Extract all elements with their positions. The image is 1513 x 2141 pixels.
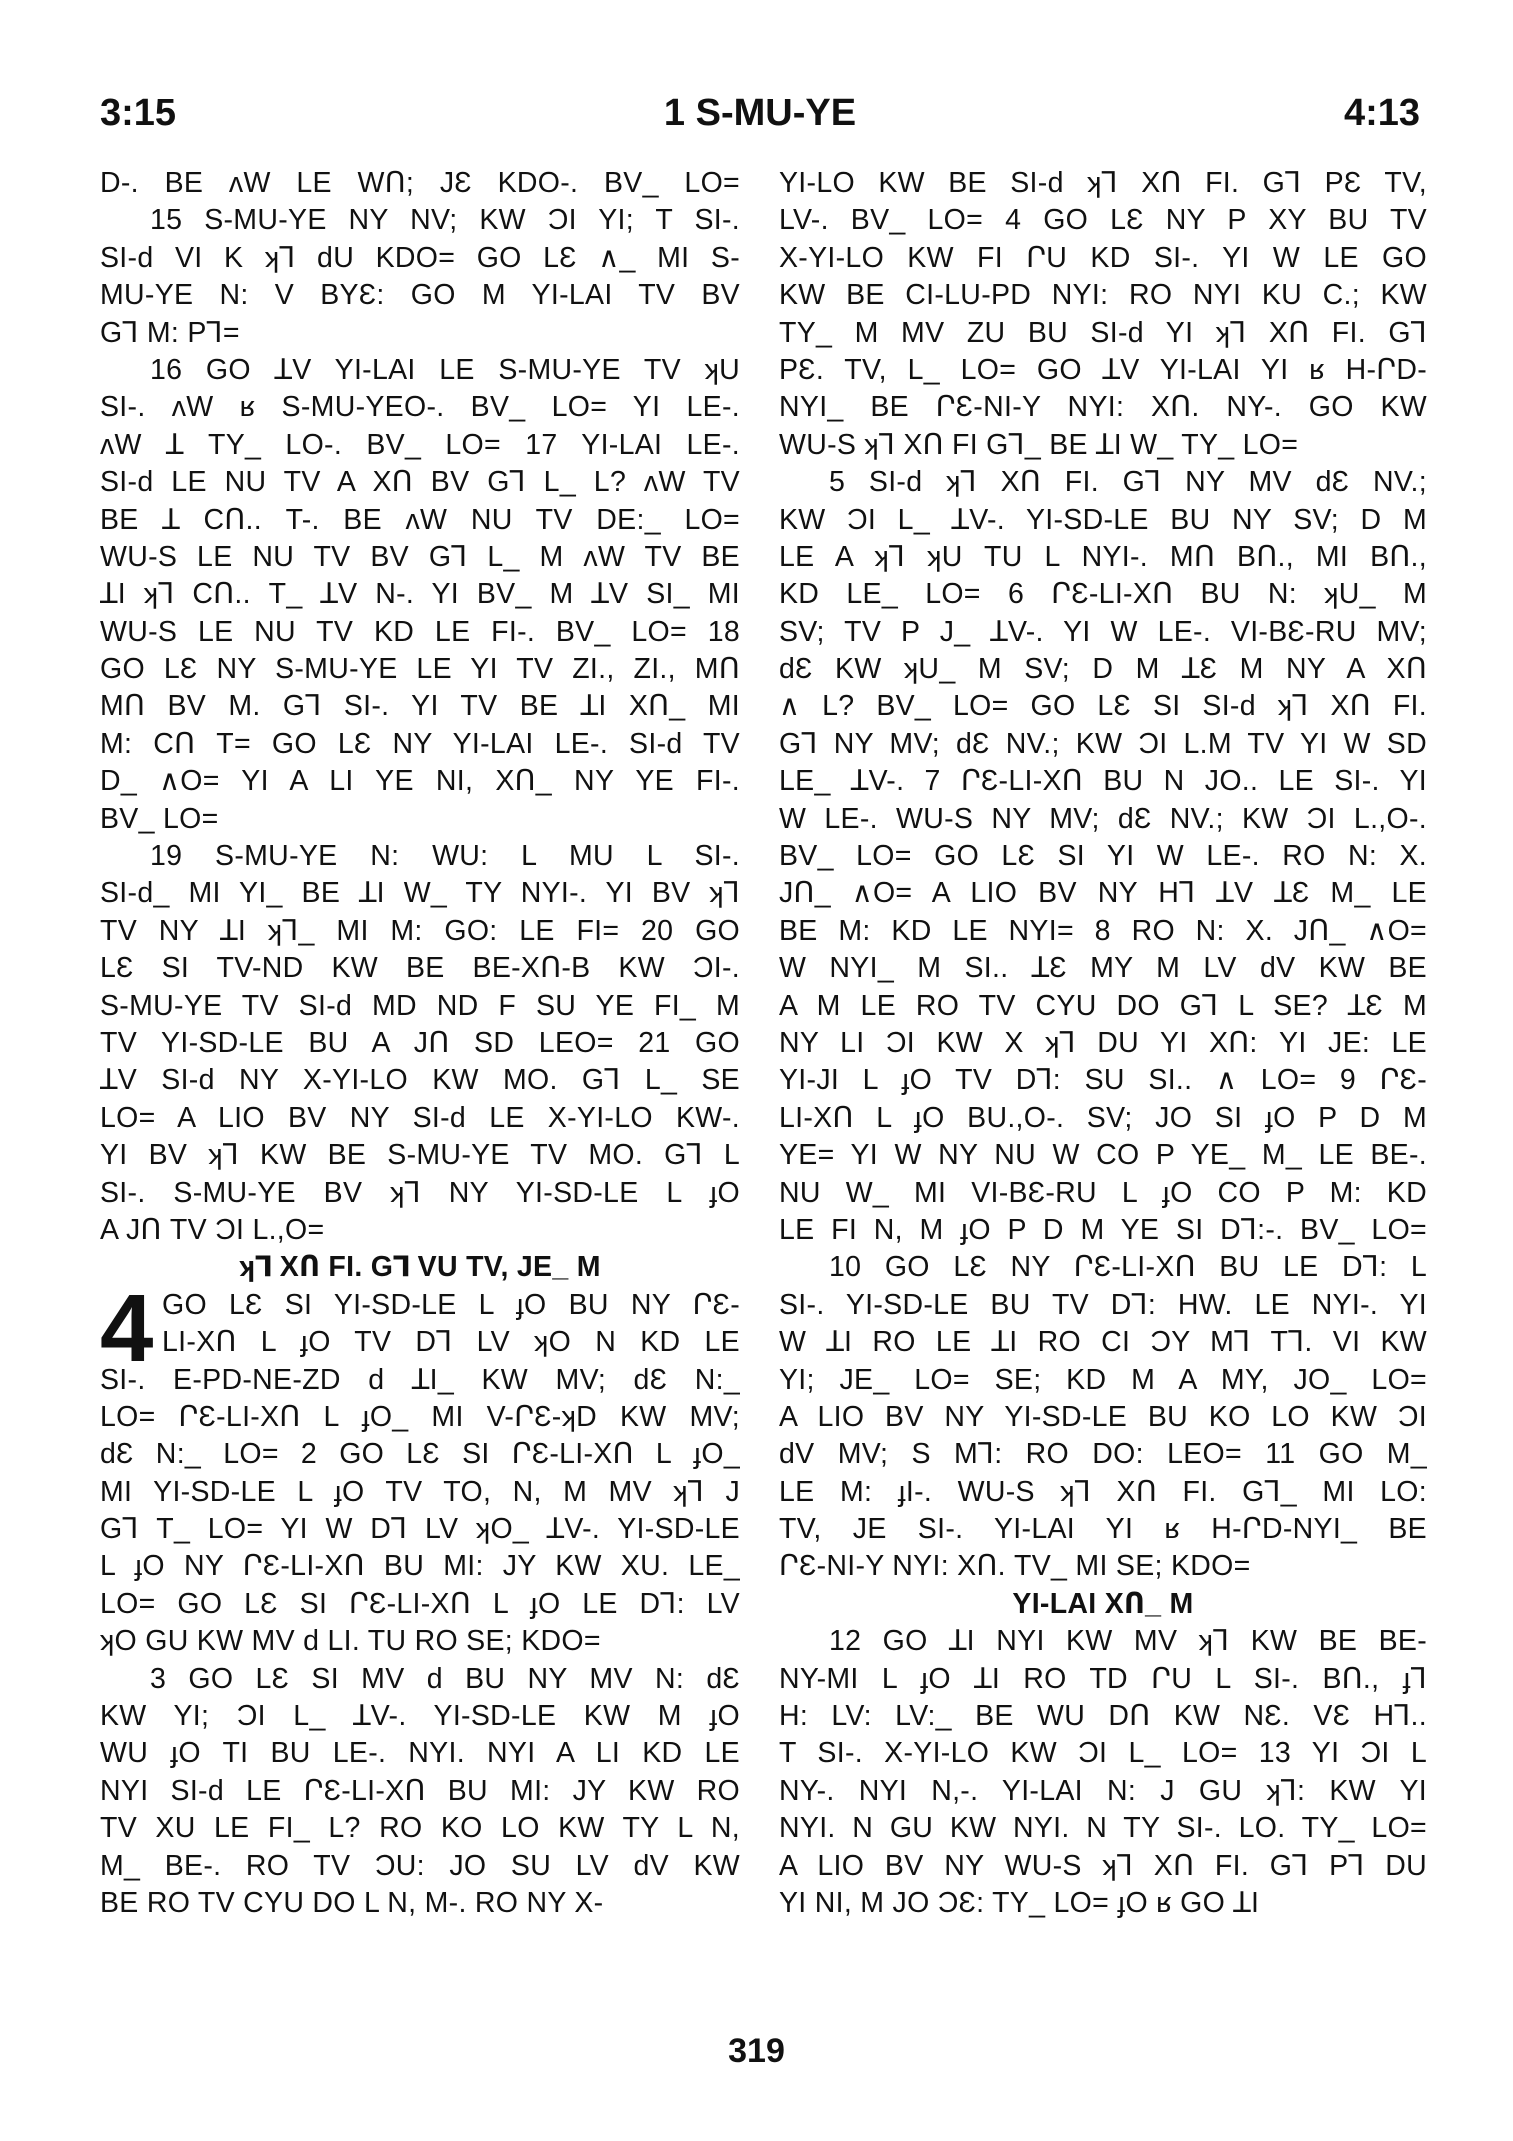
text-line: ꓕI ʞꓶ CՈ.. T_ ꓕV N-. YI BV_ M ꓕV SI_ MI xyxy=(100,578,740,611)
text-line: BE ꓕ CՈ.. T-. BE ʌW NU TV DE:_ LO= xyxy=(100,503,740,536)
text-line: SI-. ʌW ʁ S-MU-YEO-. BV_ LO= YI LE-. xyxy=(100,391,740,424)
text-line: LE_ ꓕV-. 7 ՐƐ-LI-XՈ BU N JO.. LE SI-. YI xyxy=(779,765,1427,798)
text-line: Gꓶ NY MV; dƐ NV.; KW ƆI L.M TV YI W SD xyxy=(779,727,1427,760)
text-line: WU-S LE NU TV KD LE FI-. BV_ LO= 18 xyxy=(100,615,740,648)
text-line: TV, JE SI-. YI-LAI YI ʁ H-ՐD-NYI_ BE xyxy=(779,1513,1427,1546)
text-line: NYI SI-d LE ՐƐ-LI-XՈ BU MI: JY KW RO xyxy=(100,1774,740,1807)
text-line: WU-S ʞꓶ XՈ FI Gꓶ_ BE ꓕI W_ TY_ LO= xyxy=(779,428,1299,461)
text-line: YI-JI L ɟO TV Dꓶ: SU SI.. ∧ LO= 9 ՐƐ- xyxy=(779,1064,1427,1097)
text-line: dƐ KW ʞU_ M SV; D M ꓕƐ M NY A XՈ xyxy=(779,653,1427,686)
text-line: A JՈ TV ƆI L.,O= xyxy=(100,1213,325,1246)
left-column xyxy=(100,165,740,1922)
text-line: MU-YE N: V BYƐ: GO M YI-LAI TV BV xyxy=(100,279,740,312)
text-line: LE M: ɟI-. WU-S ʞꓶ XՈ FI. Gꓶ_ MI LO: xyxy=(779,1475,1427,1508)
text-line: NYI_ BE ՐƐ-NI-Y NYI: XՈ. NY-. GO KW xyxy=(779,391,1427,424)
text-line: TV YI-SD-LE BU A JՈ SD LEO= 21 GO xyxy=(100,1026,740,1059)
text-line: TY_ M MV ZU BU SI-d YI ʞꓶ XՈ FI. Gꓶ xyxy=(779,316,1427,349)
text-line: D-. BE ʌW LE WՈ; JƐ KDO-. BV_ LO= xyxy=(100,167,740,199)
text-line: dV MV; S Mꓶ: RO DO: LEO= 11 GO M_ xyxy=(779,1438,1427,1471)
text-line: ꓕV SI-d NY X-YI-LO KW MO. Gꓶ L_ SE xyxy=(100,1064,740,1097)
text-line: JՈ_ ∧O= A LIO BV NY Hꓶ ꓕV ꓕƐ M_ LE xyxy=(779,877,1427,910)
text-line: T SI-. X-YI-LO KW ƆI L_ LO= 13 YI ƆI L xyxy=(779,1737,1427,1770)
text-line: SI-d VI K ʞꓶ dU KDO= GO LƐ ∧_ MI S- xyxy=(100,241,740,274)
text-line: SI-. YI-SD-LE BU TV Dꓶ: HW. LE NYI-. YI xyxy=(779,1288,1427,1321)
text-line: NY-MI L ɟO ꓕI RO TD ՐU L SI-. BՈ., ɟꓶ xyxy=(779,1662,1427,1695)
text-line: A LIO BV NY YI-SD-LE BU KO LO KW ƆI xyxy=(779,1400,1427,1433)
text-line: SI-d LE NU TV A XՈ BV Gꓶ L_ L? ʌW TV xyxy=(100,466,740,499)
text-line: A M LE RO TV CYU DO Gꓶ L SE? ꓕƐ M xyxy=(779,989,1427,1022)
text-line: LV-. BV_ LO= 4 GO LƐ NY P XY BU TV xyxy=(779,204,1427,237)
text-line: GO LƐ NY S-MU-YE LE YI TV ZI., ZI., MՈ xyxy=(100,653,740,686)
text-line: SI-d_ MI YI_ BE ꓕI W_ TY NYI-. YI BV ʞꓶ xyxy=(100,877,740,910)
chapter-4-opening xyxy=(100,1274,740,1923)
text-line: MI YI-SD-LE L ɟO TV TO, N, M MV ʞꓶ J xyxy=(100,1475,740,1508)
text-line: A LIO BV NY WU-S ʞꓶ XՈ FI. Gꓶ Pꓶ DU xyxy=(779,1849,1427,1882)
text-line: LI-XՈ L ɟO TV Dꓶ LV ʞO N KD LE xyxy=(162,1326,740,1359)
text-line: KW YI; ƆI L_ ꓕV-. YI-SD-LE KW M ɟO xyxy=(100,1700,740,1733)
text-line: YI; JE_ LO= SE; KD M A MY, JO_ LO= xyxy=(779,1363,1427,1396)
text-line: W ꓕI RO LE ꓕI RO CI ƆY Mꓶ Tꓶ. VI KW xyxy=(779,1326,1427,1359)
text-line: TV XU LE FI_ L? RO KO LO KW TY L N, xyxy=(100,1812,740,1845)
text-line: 12 GO ꓕI NYI KW MV ʞꓶ KW BE BE- xyxy=(829,1625,1427,1658)
text-line: SV; TV P J_ ꓕV-. YI W LE-. VI-BƐ-RU MV; xyxy=(779,615,1427,648)
text-line: YI-LO KW BE SI-d ʞꓶ XՈ FI. Gꓶ PƐ TV, xyxy=(779,167,1427,199)
text-line: M_ BE-. RO TV ƆU: JO SU LV dV KW xyxy=(100,1849,740,1882)
text-line: W LE-. WU-S NY MV; dƐ NV.; KW ƆI L.,O-. xyxy=(779,802,1427,835)
right-column-text-after xyxy=(779,1623,1427,1922)
text-line: PƐ. TV, L_ LO= GO ꓕV YI-LAI YI ʁ H-ՐD- xyxy=(779,353,1427,386)
text-line: 19 S-MU-YE N: WU: L MU L SI-. xyxy=(150,840,740,873)
text-line: ՐƐ-NI-Y NYI: XՈ. TV_ MI SE; KDO= xyxy=(779,1550,1251,1583)
text-line: KW BE CI-LU-PD NYI: RO NYI KU C.; KW xyxy=(779,279,1427,312)
page-number: 319 xyxy=(728,2032,785,2070)
text-line: dƐ N:_ LO= 2 GO LƐ SI ՐƐ-LI-XՈ L ɟO_ xyxy=(100,1438,740,1471)
left-column-text xyxy=(100,165,740,1249)
text-line: ∧ L? BV_ LO= GO LƐ SI SI-d ʞꓶ XՈ FI. xyxy=(779,690,1427,723)
text-line: YI NI, M JO ƆƐ: TY_ LO= ɟO ʁ GO ꓕI xyxy=(779,1886,1260,1919)
text-line: GO LƐ SI YI-SD-LE L ɟO BU NY ՐƐ- xyxy=(162,1288,740,1321)
text-line: 5 SI-d ʞꓶ XՈ FI. Gꓶ NY MV dƐ NV.; xyxy=(829,466,1427,499)
text-line: LE FI N, M ɟO P D M YE SI Dꓶ:-. BV_ LO= xyxy=(779,1213,1427,1246)
text-line: 10 GO LƐ NY ՐƐ-LI-XՈ BU LE Dꓶ: L xyxy=(829,1251,1427,1284)
text-line: LE A ʞꓶ ʞU TU L NYI-. MՈ BՈ., MI BՈ., xyxy=(779,540,1427,573)
text-line: W NYI_ M SI.. ꓕƐ MY M LV dV KW BE xyxy=(779,952,1427,985)
header-end-reference: 4:13 xyxy=(1343,92,1420,134)
section-heading: YI-LAI XՈ_ M xyxy=(1012,1587,1194,1620)
text-line: KW ƆI L_ ꓕV-. YI-SD-LE BU NY SV; D M xyxy=(779,503,1427,536)
text-line: Gꓶ M: Pꓶ= xyxy=(100,316,240,349)
text-line: LO= GO LƐ SI ՐƐ-LI-XՈ L ɟO LE Dꓶ: LV xyxy=(100,1587,740,1620)
text-line: WU ɟO TI BU LE-. NYI. NYI A LI KD LE xyxy=(100,1737,740,1770)
text-line: H: LV: LV:_ BE WU DՈ KW NƐ. VƐ Hꓶ.. xyxy=(779,1700,1427,1733)
text-line: 15 S-MU-YE NY NV; KW ƆI YI; T SI-. xyxy=(150,204,740,237)
left-column-text-after xyxy=(100,1274,740,1923)
text-line: BE RO TV CYU DO L N, M-. RO NY X- xyxy=(100,1886,604,1919)
text-line: LO= A LIO BV NY SI-d LE X-YI-LO KW-. xyxy=(100,1101,740,1134)
text-line: ʌW ꓕ TY_ LO-. BV_ LO= 17 YI-LAI LE-. xyxy=(100,428,740,461)
text-line: YE= YI W NY NU W CO P YE_ M_ LE BE-. xyxy=(779,1139,1427,1172)
text-line: BV_ LO= GO LƐ SI YI W LE-. RO N: X. xyxy=(779,840,1427,873)
text-line: L ɟO NY ՐƐ-LI-XՈ BU MI: JY KW XU. LE_ xyxy=(100,1550,740,1583)
header-book-title: 1 S-MU-YE xyxy=(663,92,857,134)
text-line: BV_ LO= xyxy=(100,802,219,835)
text-line: TV NY ꓕI ʞꓶ_ MI M: GO: LE FI= 20 GO xyxy=(100,914,740,947)
text-line: Gꓶ T_ LO= YI W Dꓶ LV ʞO_ ꓕV-. YI-SD-LE xyxy=(100,1513,740,1546)
header-start-reference: 3:15 xyxy=(100,92,177,134)
text-line: WU-S LE NU TV BV Gꓶ L_ M ʌW TV BE xyxy=(100,540,740,573)
text-line: NY LI ƆI KW X ʞꓶ DU YI XՈ: YI JE: LE xyxy=(779,1026,1427,1059)
text-line: NYI. N GU KW NYI. N TY SI-. LO. TY_ LO= xyxy=(779,1812,1427,1845)
text-line: KD LE_ LO= 6 ՐƐ-LI-XՈ BU N: ʞU_ M xyxy=(779,578,1427,611)
text-line: M: CՈ T= GO LƐ NY YI-LAI LE-. SI-d TV xyxy=(100,727,740,760)
text-line: 16 GO ꓕV YI-LAI LE S-MU-YE TV ʞU xyxy=(150,353,740,386)
text-line: LƐ SI TV-ND KW BE BE-XՈ-B KW ƆI-. xyxy=(100,952,740,985)
text-line: LO= ՐƐ-LI-XՈ L ɟO_ MI V-ՐƐ-ʞD KW MV; xyxy=(100,1400,740,1433)
right-column xyxy=(779,165,1427,1922)
right-column-text xyxy=(779,165,1427,1586)
text-line: SI-. S-MU-YE BV ʞꓶ NY YI-SD-LE L ɟO xyxy=(100,1176,740,1209)
text-line: BE M: KD LE NYI= 8 RO N: X. JՈ_ ∧O= xyxy=(779,914,1427,947)
text-line: MՈ BV M. Gꓶ SI-. YI TV BE ꓕI XՈ_ MI xyxy=(100,690,740,723)
chapter-number-dropcap: 4 xyxy=(100,1274,154,1382)
text-line: ʞO GU KW MV d LI. TU RO SE; KDO= xyxy=(100,1625,601,1658)
text-line: D_ ∧O= YI A LI YE NI, XՈ_ NY YE FI-. xyxy=(100,765,740,798)
text-line: NY-. NYI N,-. YI-LAI N: J GU ʞꓶ: KW YI xyxy=(779,1774,1427,1807)
text-line: LI-XՈ L ɟO BU.,O-. SV; JO SI ɟO P D M xyxy=(779,1101,1427,1134)
text-line: X-YI-LO KW FI ՐU KD SI-. YI W LE GO xyxy=(779,241,1427,274)
chapter-heading: ʞꓶ XՈ FI. Gꓶ VU TV, JE_ M xyxy=(239,1251,601,1284)
running-header xyxy=(100,92,1420,142)
text-line: 3 GO LƐ SI MV d BU NY MV N: dƐ xyxy=(150,1662,740,1695)
text-line: YI BV ʞꓶ KW BE S-MU-YE TV MO. Gꓶ L xyxy=(100,1139,740,1172)
text-line: S-MU-YE TV SI-d MD ND F SU YE FI_ M xyxy=(100,989,740,1022)
text-line: NU W_ MI VI-BƐ-RU L ɟO CO P M: KD xyxy=(779,1176,1427,1209)
text-line: SI-. E-PD-NE-ZD d ꓕI_ KW MV; dƐ N:_ xyxy=(100,1363,740,1396)
